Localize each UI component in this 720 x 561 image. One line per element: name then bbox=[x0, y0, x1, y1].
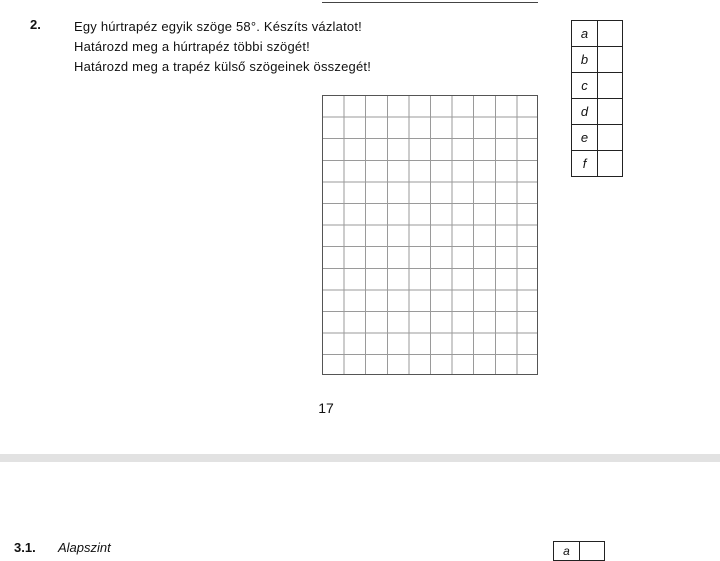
answer-grid bbox=[322, 95, 538, 375]
section-number: 3.1. bbox=[14, 540, 36, 555]
score-cell bbox=[598, 21, 622, 46]
score-cell bbox=[598, 151, 622, 176]
score-row-d bbox=[571, 98, 623, 125]
task-line-1: Egy húrtrapéz egyik szöge 58°. Készíts vázlatot! bbox=[74, 19, 362, 34]
score-label: d bbox=[572, 99, 598, 124]
section-title: Alapszint bbox=[58, 540, 111, 555]
score-label: f bbox=[572, 151, 598, 176]
score-row-a bbox=[571, 20, 623, 47]
previous-grid-bottom-edge bbox=[322, 0, 538, 3]
score-row-b bbox=[571, 46, 623, 73]
score-table-next bbox=[553, 541, 605, 561]
score-label: a bbox=[554, 542, 580, 560]
score-cell bbox=[598, 125, 622, 150]
task-line-3: Határozd meg a trapéz külső szögeinek összegét! bbox=[74, 59, 371, 74]
score-row-f bbox=[571, 150, 623, 177]
page-separator bbox=[0, 454, 720, 462]
score-cell bbox=[598, 99, 622, 124]
page-number: 17 bbox=[318, 400, 334, 416]
score-label: e bbox=[572, 125, 598, 150]
page-18 bbox=[0, 470, 720, 558]
score-row-c bbox=[571, 72, 623, 99]
score-cell bbox=[580, 542, 604, 560]
task-text bbox=[74, 17, 371, 77]
task-line-2: Határozd meg a húrtrapéz többi szögét! bbox=[74, 39, 310, 54]
score-cell bbox=[598, 47, 622, 72]
score-row-e bbox=[571, 124, 623, 151]
score-table bbox=[571, 21, 623, 177]
score-cell bbox=[598, 73, 622, 98]
score-label: b bbox=[572, 47, 598, 72]
score-label: c bbox=[572, 73, 598, 98]
score-label: a bbox=[572, 21, 598, 46]
task-number: 2. bbox=[30, 17, 41, 32]
